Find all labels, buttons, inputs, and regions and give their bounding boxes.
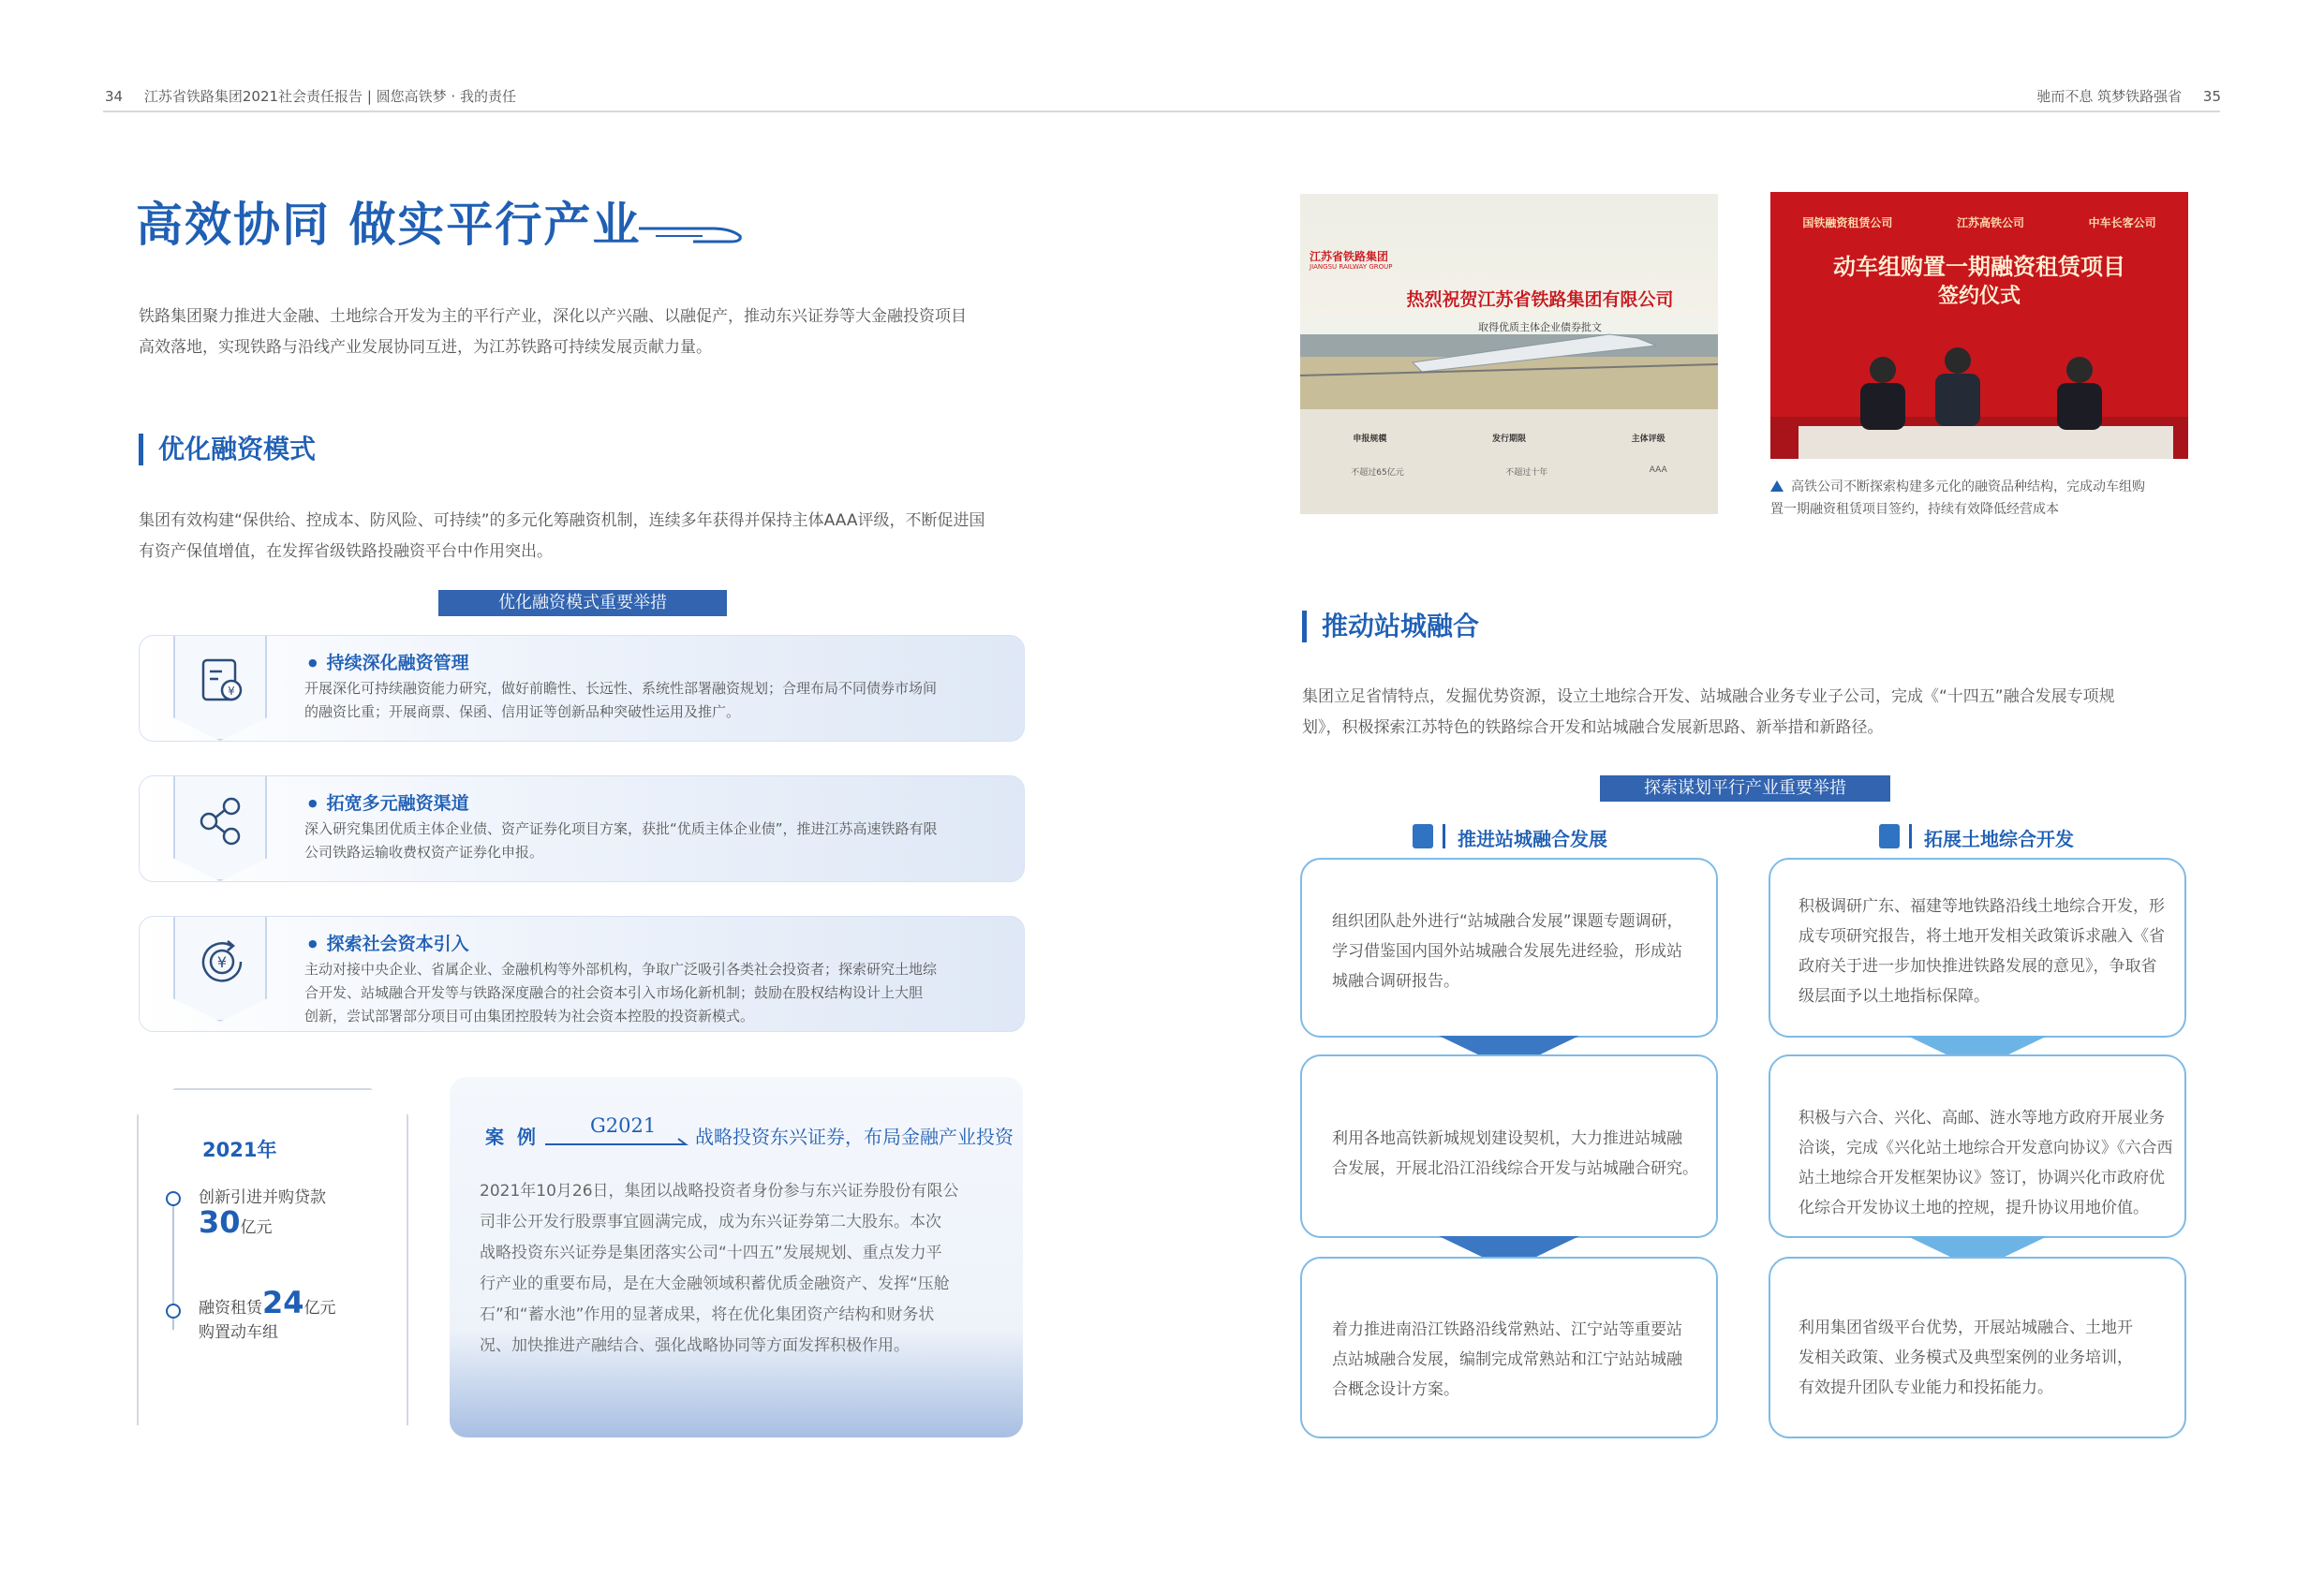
timeline-item-loan <box>199 1186 326 1240</box>
rbox-line: 组织团队赴外进行“站城融合发展”课题专题调研， <box>1332 912 1683 931</box>
photo-table-values <box>1300 465 1718 478</box>
photo-caption <box>1770 476 2203 521</box>
photo-val: AAA <box>1649 465 1667 475</box>
photo-bond-approval <box>1300 194 1718 514</box>
timeline-item-lease <box>199 1285 336 1345</box>
photo-org: 中车长客公司 <box>2088 216 2156 229</box>
train-photo <box>1300 297 1718 409</box>
lease-amount: 24 <box>262 1285 304 1320</box>
case-text <box>480 1176 1004 1362</box>
rbox-line: 成专项研究报告，将土地开发相关政策诉求融入《省 <box>1799 927 2165 946</box>
card-text-line: 合开发、站城融合开发等与铁路深度融合的社会资本引入市场化新机制；鼓励在股权结构设计上大胆 <box>304 984 924 1001</box>
rbox-line: 城融合调研报告。 <box>1332 972 1459 991</box>
photo-table-header <box>1300 432 1718 444</box>
station-line: 集团立足省情特点，发掘优势资源，设立土地综合开发、站城融合业务专业子公司，完成《“十四五”融合发展专项规 <box>1302 687 2115 706</box>
rbox-line: 有效提升团队专业能力和投拓能力。 <box>1799 1378 2053 1397</box>
chapter-title: 驰而不息 筑梦铁路强省 <box>2036 88 2183 105</box>
lease-sub: 购置动车组 <box>199 1323 278 1342</box>
land-box-1 <box>1769 858 2186 1038</box>
card-text <box>304 677 1007 724</box>
case-text-line: 司非公开发行股票事宜圆满完成，成为东兴证券第二大股东。本次 <box>480 1213 941 1231</box>
financing-measures-label: 优化融资模式重要举措 <box>438 590 727 616</box>
year-label: 2021年 <box>202 1139 277 1161</box>
photo-headline: 热烈祝贺江苏省铁路集团有限公司 <box>1406 289 1674 310</box>
lease-label: 融资租赁 <box>199 1299 262 1318</box>
photo-col: 主体评级 <box>1631 435 1665 444</box>
station-box-3 <box>1300 1257 1718 1438</box>
rbox-line: 化综合开发协议土地的控规，提升协议用地价值。 <box>1799 1199 2149 1217</box>
photo-signing-ceremony <box>1770 192 2188 459</box>
photo-subtitle: 签约仪式 <box>1937 284 2021 308</box>
column-title-station: 推进站城融合发展 <box>1458 828 1607 850</box>
photo-logo-cn: 江苏省铁路集团 <box>1310 250 1389 263</box>
share-network-icon <box>194 793 250 849</box>
case-title: 战略投资东兴证券，布局金融产业投资 <box>695 1126 1014 1148</box>
intro-line: 高效落地，实现铁路与沿线产业发展协同互进，为江苏铁路可持续发展贡献力量。 <box>139 338 712 357</box>
timeline-dot <box>166 1191 181 1206</box>
page-title: 高效协同 做实平行产业 <box>136 198 642 252</box>
intro-paragraph <box>139 302 1038 363</box>
case-text-line: 石”和“蓄水池”作用的显著成果，将在优化集团资产结构和财务状 <box>480 1305 935 1324</box>
measure-card-social-capital <box>139 916 1025 1032</box>
card-text-line: 公司铁路运输收费权资产证券化申报。 <box>304 844 544 861</box>
column-divider <box>1909 824 1912 848</box>
section-title-financing: 优化融资模式 <box>139 434 316 465</box>
finance-document-icon <box>194 653 250 709</box>
lease-unit: 亿元 <box>303 1299 336 1318</box>
rbox-line: 政府关于进一步加快推进铁路发展的意见》，争取省 <box>1799 957 2157 976</box>
card-text-line: 创新，尝试部署部分项目可由集团控股转为社会资本控股的投资新模式。 <box>304 1008 755 1024</box>
parallel-industry-label: 探索谋划平行产业重要举措 <box>1600 775 1890 802</box>
photo-title: 动车组购置一期融资租赁项目 <box>1833 253 2125 280</box>
photo-subline: 取得优质主体企业债券批文 <box>1478 321 1602 333</box>
case-text-line: 行产业的重要布局，是在大金融领域积蓄优质金融资产、发挥“压舱 <box>480 1275 950 1293</box>
timeline-dot <box>166 1304 181 1319</box>
case-label: 案例 <box>485 1126 549 1148</box>
card-title: ● 持续深化融资管理 <box>308 649 469 674</box>
rbox-line: 合概念设计方案。 <box>1332 1380 1459 1399</box>
photo-val: 不超过十年 <box>1505 468 1548 478</box>
case-text-line: 战略投资东兴证券是集团落实公司“十四五”发展规划、重点发力平 <box>480 1244 942 1262</box>
card-text-line: 深入研究集团优质主体企业债、资产证券化项目方案，获批“优质主体企业债”，推进江苏高速铁路有限 <box>304 820 938 837</box>
case-arrow-icon <box>545 1137 695 1150</box>
rbox-line: 学习借鉴国内国外站城融合发展先进经验，形成站 <box>1332 942 1682 961</box>
page-number-right: 35 <box>2202 88 2221 105</box>
rbox-line: 着力推进南沿江铁路沿线常熟站、江宁站等重要站 <box>1332 1320 1682 1339</box>
photo-col: 发行期限 <box>1491 435 1526 444</box>
column-doc-icon <box>1879 824 1900 848</box>
column-doc-icon <box>1413 824 1433 848</box>
loan-amount: 30 <box>199 1204 241 1240</box>
loan-label: 创新引进并购贷款 <box>199 1188 326 1207</box>
card-text <box>304 958 1007 1028</box>
financing-paragraph <box>139 506 1038 567</box>
case-text-line: 2021年10月26日，集团以战略投资者身份参与东兴证券股份有限公 <box>480 1182 959 1201</box>
yuan-cycle-icon <box>194 934 250 990</box>
photo-org: 国铁融资租赁公司 <box>1802 216 1893 229</box>
caption-triangle-icon <box>1770 480 1784 492</box>
column-divider <box>1443 824 1445 848</box>
photo-org: 江苏高铁公司 <box>1956 216 2024 229</box>
card-text <box>304 818 1007 864</box>
measure-card-channels <box>139 775 1025 882</box>
rbox-line: 点站城融合发展，编制完成常熟站和江宁站站城融 <box>1332 1350 1682 1369</box>
rbox-text <box>1332 1124 1698 1184</box>
rbox-line: 积极与六合、兴化、高邮、涟水等地方政府开展业务 <box>1799 1109 2165 1127</box>
photo-table-area <box>1300 409 1718 514</box>
rbox-line: 利用集团省级平台优势，开展站城融合、土地开 <box>1799 1319 2133 1337</box>
section-title-station-city: 推动站城融合 <box>1302 611 1479 642</box>
rbox-line: 利用各地高铁新城规划建设契机，大力推进站城融 <box>1332 1129 1682 1148</box>
card-text-line: 的融资比重；开展商票、保函、信用证等创新品种突破性运用及推广。 <box>304 703 741 720</box>
rbox-text <box>1799 1313 2133 1403</box>
rbox-text <box>1799 1103 2173 1223</box>
rbox-line: 积极调研广东、福建等地铁路沿线土地综合开发，形 <box>1799 897 2165 916</box>
card-title: ● 探索社会资本引入 <box>308 930 469 955</box>
rbox-text <box>1799 892 2165 1011</box>
photo-val: 不超过65亿元 <box>1351 468 1404 478</box>
rbox-text <box>1332 906 1683 996</box>
loan-unit: 亿元 <box>240 1218 273 1237</box>
header-right <box>2036 86 2221 106</box>
land-box-2 <box>1769 1054 2186 1238</box>
photo-orgs <box>1770 214 2188 230</box>
caption-line: 高铁公司不断探索构建多元化的融资品种结构，完成动车组购 <box>1791 479 2145 494</box>
header-divider <box>103 111 2220 112</box>
train-line-icon <box>637 210 749 247</box>
station-city-paragraph <box>1302 682 2201 744</box>
signing-people-photo <box>1770 332 2188 459</box>
measure-card-management <box>139 635 1025 742</box>
card-title: ● 拓宽多元融资渠道 <box>308 789 469 815</box>
card-text-line: 开展深化可持续融资能力研究，做好前瞻性、长远性、系统性部署融资规划；合理布局不同债券市场间 <box>304 680 938 697</box>
photo-col: 申报规模 <box>1353 435 1387 444</box>
financing-line: 集团有效构建“保供给、控成本、防风险、可持续”的多元化筹融资机制，连续多年获得并保持主体AAA评级，不断促进国 <box>139 511 985 530</box>
financing-line: 有资产保值增值，在发挥省级铁路投融资平台中作用突出。 <box>139 542 553 561</box>
station-box-2 <box>1300 1054 1718 1238</box>
station-line: 划》，积极探索江苏特色的铁路综合开发和站城融合发展新思路、新举措和新路径。 <box>1302 718 1884 737</box>
rbox-line: 洽谈，完成《兴化站土地综合开发意向协议》《六合西 <box>1799 1139 2173 1157</box>
svg-text:¥: ¥ <box>216 953 228 971</box>
page-number-left: 34 <box>105 88 124 105</box>
column-title-land: 拓展土地综合开发 <box>1924 828 2074 850</box>
rbox-text <box>1332 1315 1682 1405</box>
caption-line: 置一期融资租赁项目签约，持续有效降低经营成本 <box>1770 502 2059 517</box>
header-left <box>105 86 516 106</box>
photo-logo-en: JIANGSU RAILWAY GROUP <box>1310 263 1393 271</box>
station-box-1 <box>1300 858 1718 1038</box>
card-text-line: 主动对接中央企业、省属企业、金融机构等外部机构，争取广泛吸引各类社会投资者；探索研究土地综 <box>304 961 938 978</box>
intro-line: 铁路集团聚力推进大金融、土地综合开发为主的平行产业，深化以产兴融、以融促产，推动东兴证券等大金融投资项目 <box>139 307 967 326</box>
svg-text:¥: ¥ <box>228 685 235 698</box>
rbox-line: 合发展，开展北沿江沿线综合开发与站城融合研究。 <box>1332 1159 1698 1178</box>
case-code: G2021 <box>590 1114 657 1137</box>
case-text-line: 况、加快推进产融结合、强化战略协同等方面发挥积极作用。 <box>480 1336 910 1355</box>
rbox-line: 级层面予以土地指标保障。 <box>1799 987 1990 1006</box>
rbox-line: 站土地综合开发框架协议》签订，协调兴化市政府优 <box>1799 1169 2165 1187</box>
report-title: 江苏省铁路集团2021社会责任报告 | 圆您高铁梦 · 我的责任 <box>143 88 516 105</box>
land-box-3 <box>1769 1257 2186 1438</box>
rbox-line: 发相关政策、业务模式及典型案例的业务培训， <box>1799 1349 2133 1367</box>
